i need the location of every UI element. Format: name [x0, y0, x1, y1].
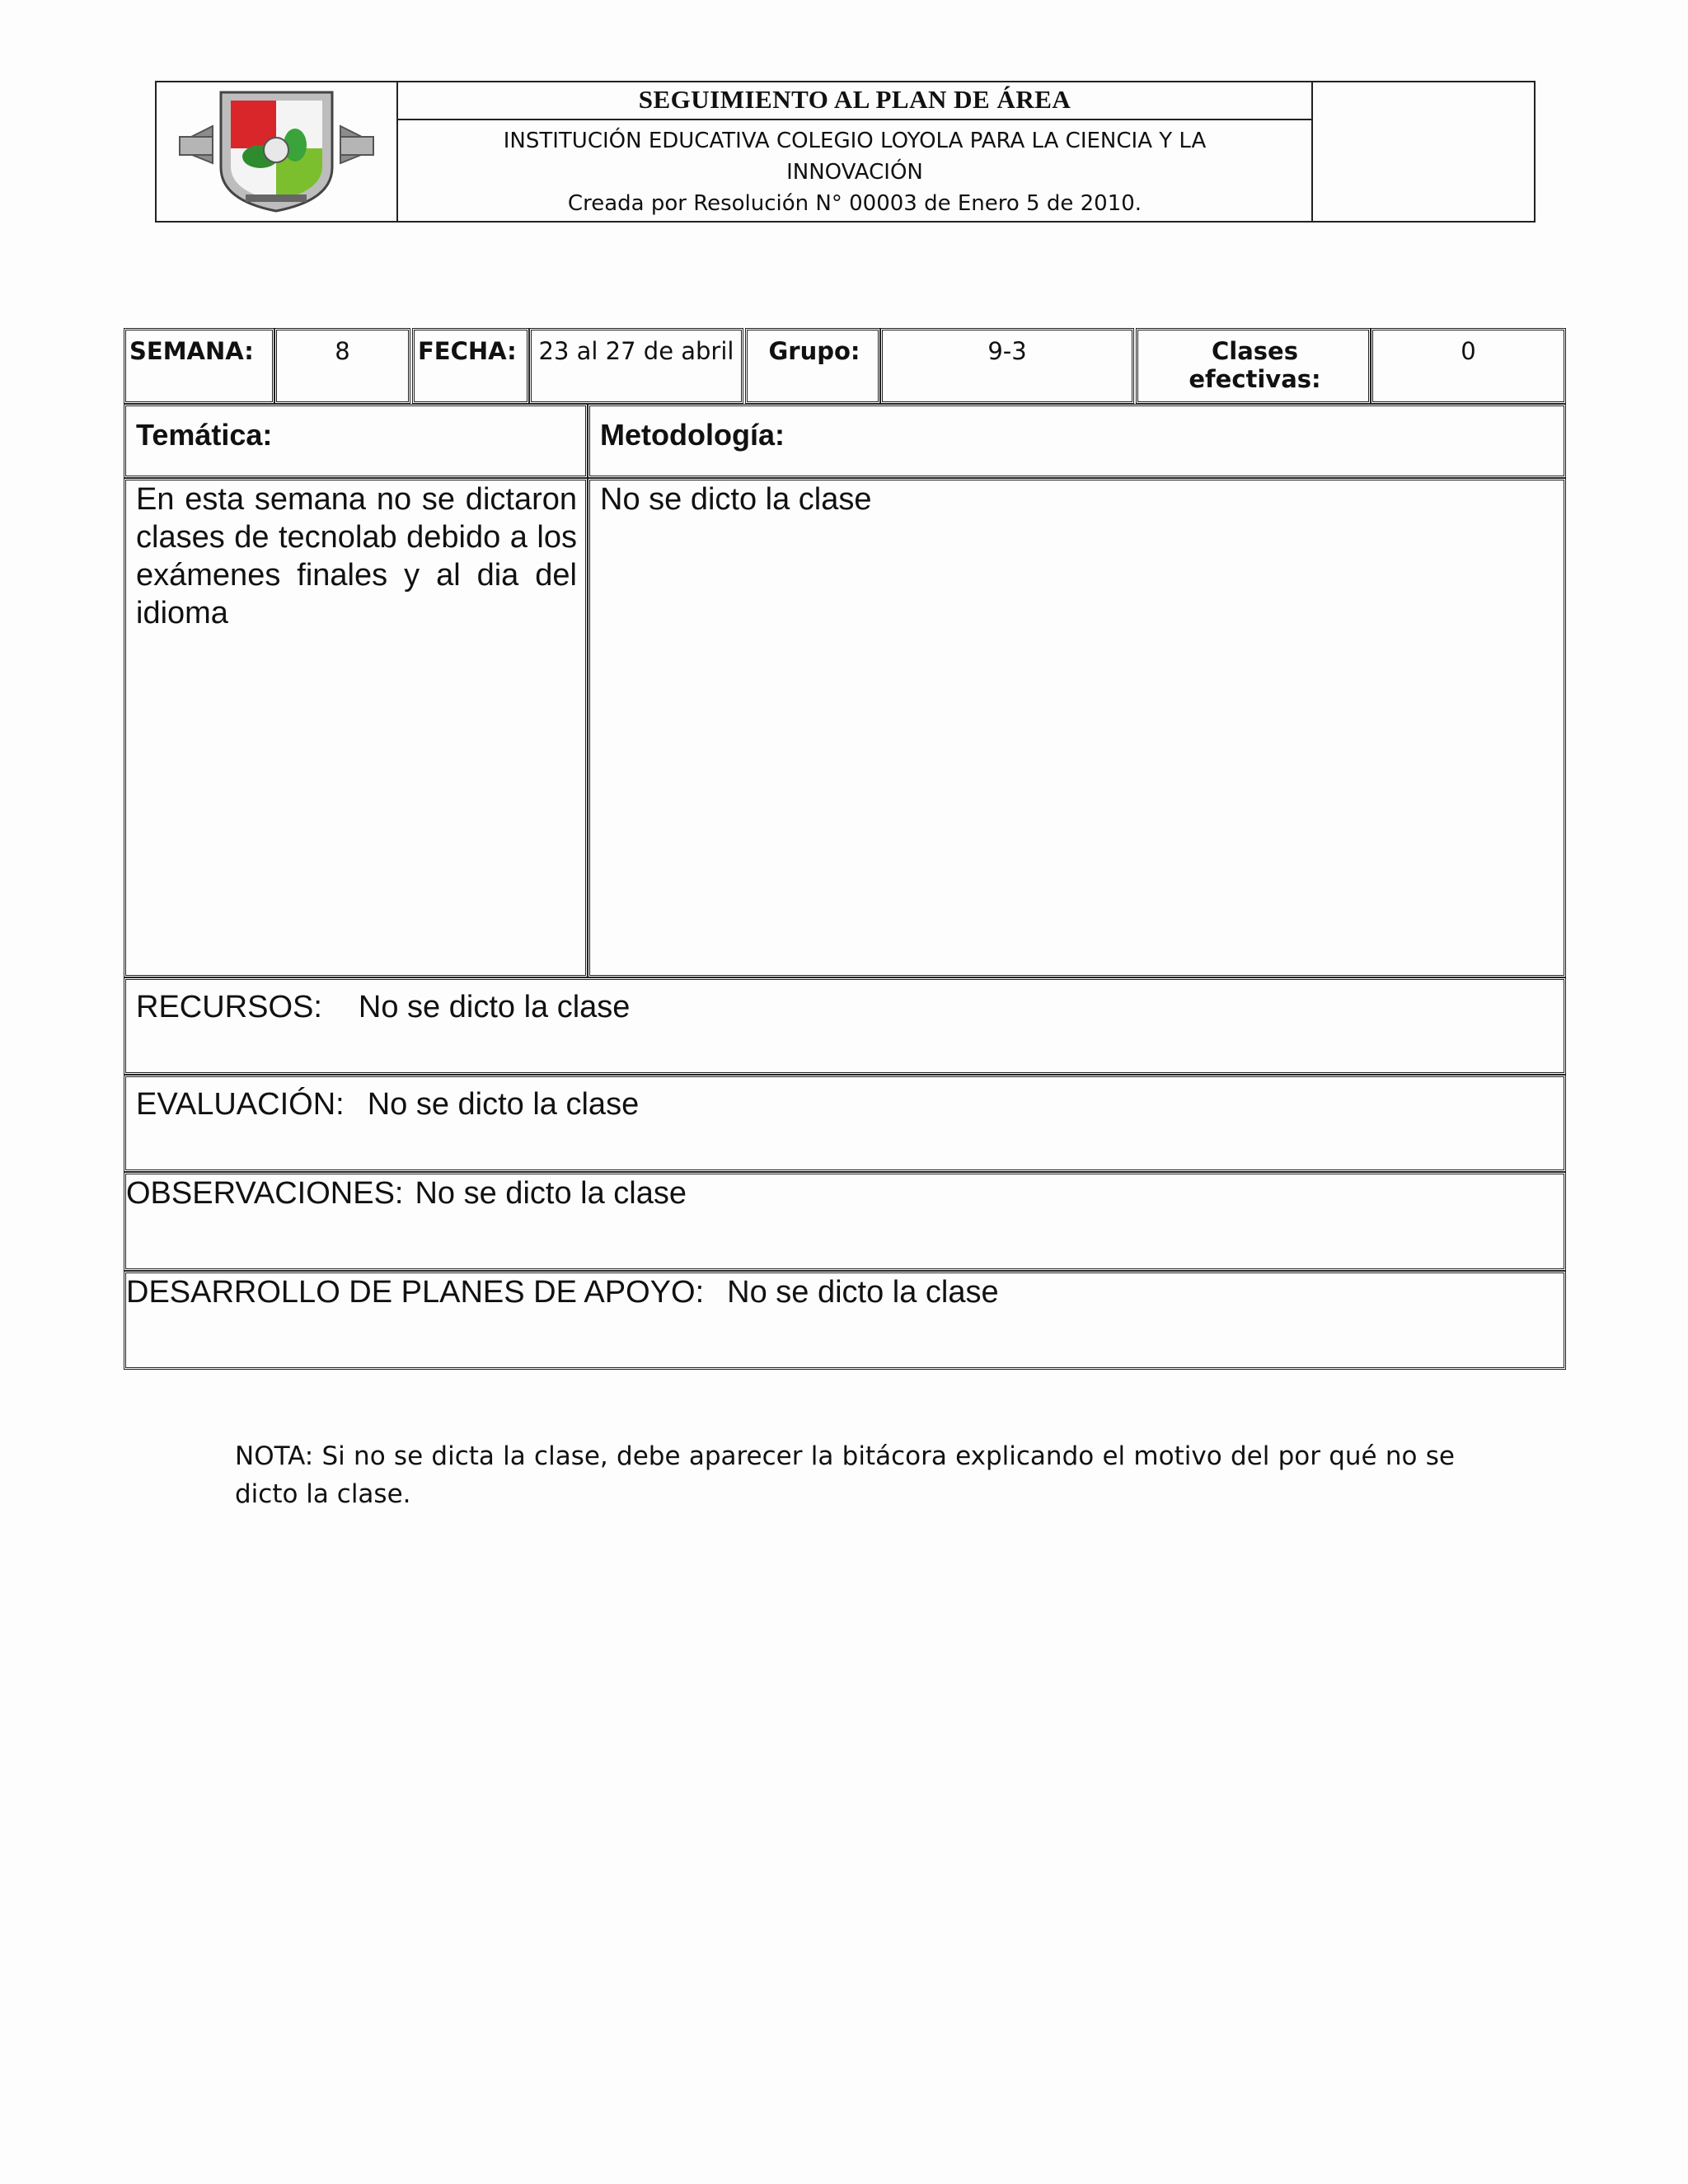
fecha-value: 23 al 27 de abril — [529, 328, 743, 404]
clases-efectivas-label: Clases efectivas: — [1136, 328, 1371, 404]
fecha-label: FECHA: — [412, 328, 529, 404]
tematica-body — [124, 478, 588, 977]
metodologia-text: No se dicto la clase — [600, 482, 872, 517]
recursos-label: RECURSOS: — [136, 990, 322, 1024]
semana-value: 8 — [274, 328, 410, 404]
clases-efectivas-value: 0 — [1371, 328, 1566, 404]
resolution-text: Creada por Resolución N° 00003 de Enero 5 de 2010. — [567, 191, 1142, 216]
footnote: NOTA: Si no se dicta la clase, debe aparecer la bitácora explicando el motivo del por qué no se dicto la clase. — [235, 1441, 1455, 1509]
metodologia-label: Metodología: — [600, 418, 785, 452]
semana-label: SEMANA: — [124, 328, 274, 404]
observaciones-row — [124, 1172, 1566, 1271]
header-empty-cell — [1311, 81, 1536, 223]
tematica-label: Temática: — [136, 418, 273, 452]
evaluacion-text: No se dicto la clase — [367, 1087, 640, 1122]
institution-block — [398, 120, 1311, 223]
observaciones-text: No se dicto la clase — [415, 1176, 687, 1211]
document-title: SEGUIMIENTO AL PLAN DE ÁREA — [398, 81, 1311, 120]
institution-name-line2: INNOVACIÓN — [786, 160, 923, 185]
evaluacion-row — [124, 1075, 1566, 1172]
school-crest-logo — [155, 81, 398, 223]
observaciones-label: OBSERVACIONES: — [126, 1176, 404, 1211]
institution-name-line1: INSTITUCIÓN EDUCATIVA COLEGIO LOYOLA PARA LA CIENCIA Y LA — [503, 129, 1207, 153]
grupo-value: 9-3 — [880, 328, 1134, 404]
tematica-text: En esta semana no se dictaron clases de tecnolab debido a los exámenes finales y al dia del idioma — [136, 482, 577, 630]
planes-apoyo-text: No se dicto la clase — [727, 1275, 999, 1310]
grupo-label: Grupo: — [745, 328, 880, 404]
planes-apoyo-row — [124, 1271, 1566, 1370]
tematica-header — [124, 404, 588, 478]
logo-cell — [155, 81, 398, 223]
recursos-row — [124, 977, 1566, 1075]
evaluacion-label: EVALUACIÓN: — [136, 1087, 345, 1122]
metodologia-header — [588, 404, 1566, 478]
recursos-text: No se dicto la clase — [358, 990, 631, 1024]
planes-apoyo-label: DESARROLLO DE PLANES DE APOYO: — [126, 1275, 705, 1310]
metodologia-body — [588, 478, 1566, 977]
